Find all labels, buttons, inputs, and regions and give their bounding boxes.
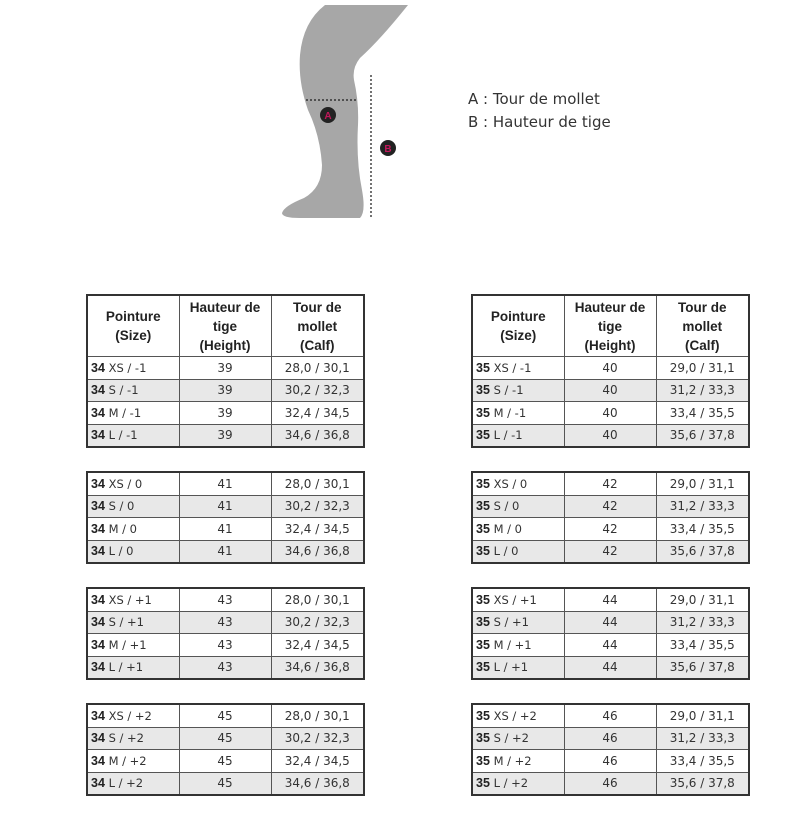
size-label: M / -1 — [108, 405, 142, 420]
table-row — [472, 540, 749, 563]
height-cell: 46 — [564, 727, 656, 750]
table-row — [472, 611, 749, 634]
size-cell — [472, 588, 564, 611]
size-table-block — [86, 587, 363, 680]
size-table-block — [471, 587, 748, 680]
size-cell — [87, 750, 179, 773]
size-number: 34 — [91, 521, 105, 536]
size-label: M / +2 — [108, 753, 147, 768]
height-cell: 43 — [179, 634, 271, 657]
size-cell — [87, 727, 179, 750]
size-label: XS / +1 — [108, 592, 152, 607]
table-row — [472, 772, 749, 795]
header-calf-line: Tour de — [293, 299, 342, 315]
size-number: 34 — [91, 660, 105, 675]
size-number: 34 — [91, 476, 105, 491]
header-height — [564, 295, 656, 357]
size-number: 34 — [91, 731, 105, 746]
header-height-line: tige — [597, 318, 622, 334]
header-height-line: (Height) — [199, 337, 251, 353]
height-cell: 44 — [564, 656, 656, 679]
height-cell: 39 — [179, 379, 271, 402]
size-cell — [87, 704, 179, 727]
calf-cell: 32,4 / 34,5 — [271, 518, 364, 541]
size-cell — [472, 518, 564, 541]
table-row — [472, 704, 749, 727]
header-calf-line: (Calf) — [300, 337, 335, 353]
size-number: 35 — [476, 615, 490, 630]
size-table — [471, 703, 750, 796]
measurement-legend — [468, 88, 611, 134]
size-table-block — [86, 471, 363, 564]
calf-cell: 35,6 / 37,8 — [656, 656, 749, 679]
size-cell — [472, 727, 564, 750]
size-table-block — [86, 703, 363, 796]
table-header-row — [87, 295, 364, 357]
height-cell: 46 — [564, 772, 656, 795]
legend-height: B : Hauteur de tige — [468, 113, 611, 131]
calf-cell: 34,6 / 36,8 — [271, 656, 364, 679]
calf-cell: 34,6 / 36,8 — [271, 424, 364, 447]
size-cell — [87, 379, 179, 402]
height-cell: 45 — [179, 772, 271, 795]
calf-cell: 33,4 / 35,5 — [656, 634, 749, 657]
table-row — [472, 472, 749, 495]
size-number: 35 — [476, 383, 490, 398]
size-label: L / 0 — [493, 544, 519, 559]
calf-cell: 29,0 / 31,1 — [656, 588, 749, 611]
header-calf-line: Tour de — [678, 299, 727, 315]
size-cell — [472, 540, 564, 563]
calf-cell: 30,2 / 32,3 — [271, 611, 364, 634]
table-row — [87, 424, 364, 447]
table-row — [472, 634, 749, 657]
header-calf — [271, 295, 364, 357]
size-cell — [472, 611, 564, 634]
height-cell: 41 — [179, 540, 271, 563]
size-number: 34 — [91, 360, 105, 375]
calf-cell: 32,4 / 34,5 — [271, 402, 364, 425]
header-size-line: (Size) — [115, 328, 152, 343]
height-cell: 42 — [564, 540, 656, 563]
height-cell: 44 — [564, 588, 656, 611]
table-row — [87, 357, 364, 380]
height-cell: 46 — [564, 704, 656, 727]
size-cell — [87, 424, 179, 447]
calf-cell: 28,0 / 30,1 — [271, 472, 364, 495]
size-label: M / +1 — [493, 637, 532, 652]
size-number: 35 — [476, 637, 490, 652]
calf-cell: 29,0 / 31,1 — [656, 357, 749, 380]
calf-cell: 35,6 / 37,8 — [656, 772, 749, 795]
height-cell: 39 — [179, 424, 271, 447]
size-cell — [87, 472, 179, 495]
size-table — [471, 587, 750, 680]
size-label: L / +1 — [493, 660, 529, 675]
size-table — [86, 471, 365, 564]
header-height-line: (Height) — [584, 337, 636, 353]
size-label: M / +1 — [108, 637, 147, 652]
size-cell — [87, 656, 179, 679]
size-label: M / 0 — [493, 521, 522, 536]
table-row — [472, 379, 749, 402]
size-number: 34 — [91, 615, 105, 630]
size-label: XS / -1 — [493, 360, 532, 375]
height-cell: 40 — [564, 379, 656, 402]
table-row — [472, 357, 749, 380]
size-label: XS / +2 — [108, 708, 152, 723]
size-label: S / 0 — [108, 499, 135, 514]
size-label: L / +1 — [108, 660, 144, 675]
header-size-line: Pointure — [490, 309, 546, 324]
size-number: 35 — [476, 428, 490, 443]
size-number: 35 — [476, 499, 490, 514]
size-label: L / +2 — [108, 776, 144, 791]
size-cell — [87, 772, 179, 795]
header-calf-line: (Calf) — [685, 337, 720, 353]
size-label: M / -1 — [493, 405, 527, 420]
table-row — [87, 540, 364, 563]
size-number: 35 — [476, 753, 490, 768]
size-number: 35 — [476, 660, 490, 675]
calf-cell: 34,6 / 36,8 — [271, 772, 364, 795]
height-cell: 43 — [179, 611, 271, 634]
height-cell: 40 — [564, 402, 656, 425]
size-column-35 — [471, 294, 748, 819]
calf-cell: 30,2 / 32,3 — [271, 727, 364, 750]
size-cell — [472, 379, 564, 402]
size-cell — [472, 750, 564, 773]
size-label: S / +2 — [108, 731, 145, 746]
size-table-block — [86, 294, 363, 448]
table-row — [472, 495, 749, 518]
size-cell — [472, 357, 564, 380]
table-row — [472, 402, 749, 425]
calf-cell: 32,4 / 34,5 — [271, 634, 364, 657]
table-row — [87, 518, 364, 541]
size-label: L / -1 — [108, 428, 138, 443]
calf-cell: 31,2 / 33,3 — [656, 727, 749, 750]
calf-cell: 34,6 / 36,8 — [271, 540, 364, 563]
table-row — [87, 772, 364, 795]
size-number: 35 — [476, 405, 490, 420]
header-size — [472, 295, 564, 357]
header-size-line: (Size) — [500, 328, 537, 343]
size-label: L / 0 — [108, 544, 134, 559]
size-label: S / -1 — [108, 383, 139, 398]
header-calf — [656, 295, 749, 357]
size-table-block — [471, 294, 748, 448]
calf-cell: 28,0 / 30,1 — [271, 588, 364, 611]
height-cell: 44 — [564, 611, 656, 634]
size-cell — [472, 495, 564, 518]
height-cell: 42 — [564, 518, 656, 541]
size-number: 34 — [91, 383, 105, 398]
size-number: 34 — [91, 428, 105, 443]
calf-cell: 33,4 / 35,5 — [656, 750, 749, 773]
marker-a — [320, 107, 336, 123]
table-row — [87, 704, 364, 727]
size-number: 35 — [476, 708, 490, 723]
size-label: M / 0 — [108, 521, 137, 536]
size-cell — [87, 588, 179, 611]
table-row — [87, 472, 364, 495]
calf-cell: 31,2 / 33,3 — [656, 379, 749, 402]
size-label: S / -1 — [493, 383, 524, 398]
size-cell — [472, 772, 564, 795]
size-cell — [472, 656, 564, 679]
header-calf-line: mollet — [682, 318, 723, 334]
height-cell: 41 — [179, 472, 271, 495]
marker-b — [380, 140, 396, 156]
height-cell: 41 — [179, 518, 271, 541]
size-label: XS / 0 — [108, 476, 143, 491]
height-cell: 39 — [179, 402, 271, 425]
size-number: 35 — [476, 731, 490, 746]
size-number: 35 — [476, 476, 490, 491]
table-row — [472, 518, 749, 541]
calf-cell: 32,4 / 34,5 — [271, 750, 364, 773]
size-cell — [87, 611, 179, 634]
table-row — [472, 727, 749, 750]
size-label: M / +2 — [493, 753, 532, 768]
calf-cell: 31,2 / 33,3 — [656, 611, 749, 634]
table-row — [472, 588, 749, 611]
size-label: L / +2 — [493, 776, 529, 791]
size-cell — [87, 634, 179, 657]
table-row — [87, 656, 364, 679]
size-table — [86, 587, 365, 680]
calf-cell: 29,0 / 31,1 — [656, 472, 749, 495]
size-number: 34 — [91, 499, 105, 514]
table-row — [87, 495, 364, 518]
height-cell: 41 — [179, 495, 271, 518]
size-number: 35 — [476, 544, 490, 559]
size-table — [86, 294, 365, 448]
height-cell: 43 — [179, 656, 271, 679]
calf-cell: 35,6 / 37,8 — [656, 540, 749, 563]
calf-cell: 30,2 / 32,3 — [271, 495, 364, 518]
size-cell — [472, 472, 564, 495]
table-row — [87, 588, 364, 611]
size-label: XS / 0 — [493, 476, 528, 491]
table-row — [87, 379, 364, 402]
size-column-34 — [86, 294, 363, 819]
calf-cell: 35,6 / 37,8 — [656, 424, 749, 447]
size-label: S / +1 — [108, 615, 145, 630]
header-height-line: Hauteur de — [189, 299, 261, 315]
height-cell: 45 — [179, 704, 271, 727]
size-table-block — [471, 703, 748, 796]
size-number: 35 — [476, 521, 490, 536]
size-label: S / +2 — [493, 731, 530, 746]
size-cell — [472, 424, 564, 447]
header-size — [87, 295, 179, 357]
height-cell: 39 — [179, 357, 271, 380]
leg-illustration — [270, 0, 420, 225]
table-row — [87, 634, 364, 657]
height-cell: 45 — [179, 750, 271, 773]
leg-silhouette — [282, 5, 408, 218]
size-number: 34 — [91, 592, 105, 607]
size-cell — [472, 402, 564, 425]
size-label: XS / +1 — [493, 592, 537, 607]
height-cell: 45 — [179, 727, 271, 750]
table-row — [87, 611, 364, 634]
table-row — [472, 750, 749, 773]
calf-cell: 33,4 / 35,5 — [656, 518, 749, 541]
size-number: 35 — [476, 592, 490, 607]
calf-cell: 30,2 / 32,3 — [271, 379, 364, 402]
size-label: XS / +2 — [493, 708, 537, 723]
table-row — [472, 656, 749, 679]
header-height — [179, 295, 271, 357]
svg-text:B: B — [384, 144, 392, 155]
height-cell: 44 — [564, 634, 656, 657]
size-table — [471, 294, 750, 448]
size-cell — [87, 495, 179, 518]
size-table — [86, 703, 365, 796]
calf-cell: 31,2 / 33,3 — [656, 495, 749, 518]
size-number: 34 — [91, 544, 105, 559]
size-number: 34 — [91, 776, 105, 791]
size-number: 34 — [91, 753, 105, 768]
size-cell — [87, 402, 179, 425]
header-height-line: Hauteur de — [574, 299, 646, 315]
size-table-block — [471, 471, 748, 564]
height-cell: 40 — [564, 357, 656, 380]
size-label: S / 0 — [493, 499, 520, 514]
calf-cell: 29,0 / 31,1 — [656, 704, 749, 727]
size-table — [471, 471, 750, 564]
table-row — [87, 750, 364, 773]
height-cell: 42 — [564, 472, 656, 495]
header-height-line: tige — [212, 318, 237, 334]
size-label: S / +1 — [493, 615, 530, 630]
table-header-row — [472, 295, 749, 357]
table-row — [472, 424, 749, 447]
header-calf-line: mollet — [297, 318, 338, 334]
size-cell — [472, 634, 564, 657]
calf-cell: 33,4 / 35,5 — [656, 402, 749, 425]
svg-text:A: A — [324, 111, 332, 122]
legend-calf: A : Tour de mollet — [468, 90, 600, 108]
size-number: 34 — [91, 708, 105, 723]
table-row — [87, 402, 364, 425]
height-cell: 40 — [564, 424, 656, 447]
calf-cell: 28,0 / 30,1 — [271, 357, 364, 380]
size-number: 35 — [476, 360, 490, 375]
size-label: XS / -1 — [108, 360, 147, 375]
size-number: 35 — [476, 776, 490, 791]
height-cell: 42 — [564, 495, 656, 518]
size-label: L / -1 — [493, 428, 523, 443]
size-number: 34 — [91, 637, 105, 652]
size-number: 34 — [91, 405, 105, 420]
height-cell: 46 — [564, 750, 656, 773]
size-cell — [472, 704, 564, 727]
calf-cell: 28,0 / 30,1 — [271, 704, 364, 727]
table-row — [87, 727, 364, 750]
header-size-line: Pointure — [105, 309, 161, 324]
size-cell — [87, 518, 179, 541]
size-cell — [87, 540, 179, 563]
size-cell — [87, 357, 179, 380]
height-cell: 43 — [179, 588, 271, 611]
